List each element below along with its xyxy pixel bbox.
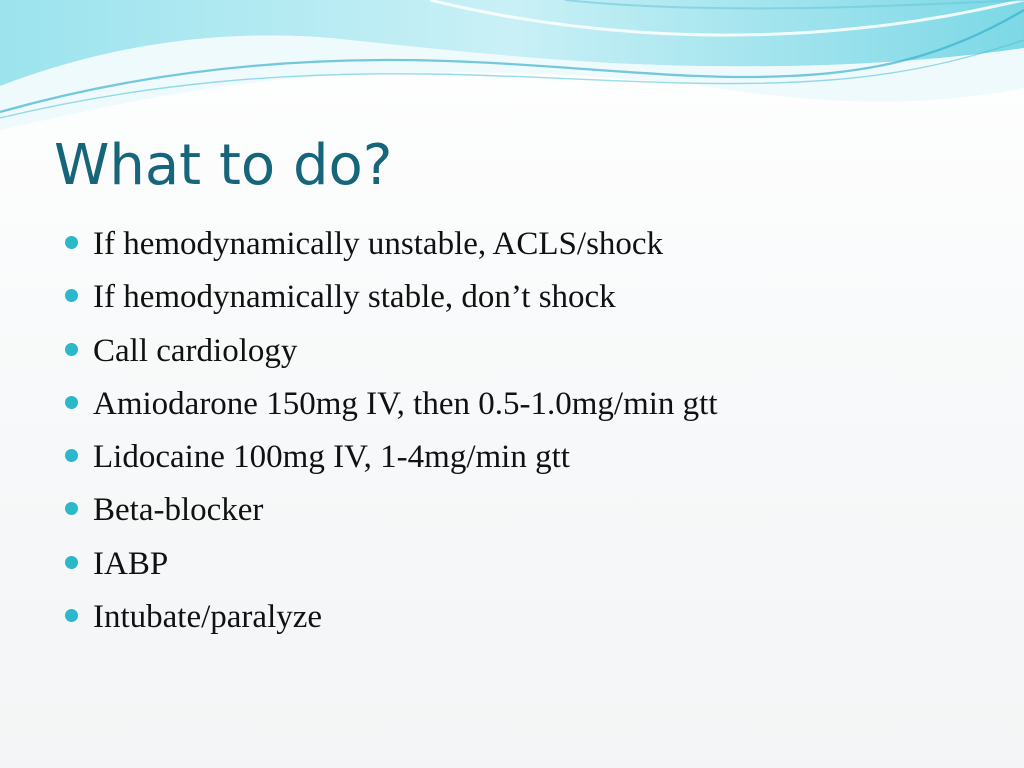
bullet-icon: [65, 343, 78, 356]
bullet-text: If hemodynamically stable, don’t shock: [93, 279, 616, 316]
bullet-item: [62, 378, 1002, 431]
bullet-item: [62, 484, 1002, 537]
bullet-item: [62, 271, 1002, 324]
bullet-item: [62, 538, 1002, 591]
bullet-text: Call cardiology: [93, 332, 298, 369]
bullet-icon: [65, 289, 78, 302]
slide-title: What to do?: [54, 133, 393, 198]
bullet-icon: [65, 609, 78, 622]
bullet-icon: [65, 236, 78, 249]
bullet-text: Lidocaine 100mg IV, 1-4mg/min gtt: [93, 439, 570, 476]
bullet-text: If hemodynamically unstable, ACLS/shock: [93, 226, 664, 262]
bullet-text: Intubate/paralyze: [93, 599, 323, 636]
bullet-icon: [65, 502, 78, 515]
bullet-item: [62, 591, 1002, 644]
bullet-icon: [65, 396, 78, 409]
bullet-icon: [65, 449, 78, 462]
header-wave-decoration: [0, 0, 1024, 130]
bullet-text: Beta-blocker: [93, 492, 264, 529]
bullet-item: [62, 431, 1002, 484]
bullet-item: [62, 325, 1002, 378]
bullet-text: IABP: [93, 545, 169, 582]
bullet-icon: [65, 556, 78, 569]
bullet-list: [62, 218, 1002, 644]
bullet-item: [62, 218, 1002, 271]
bullet-text: Amiodarone 150mg IV, then 0.5-1.0mg/min gtt: [93, 385, 718, 422]
